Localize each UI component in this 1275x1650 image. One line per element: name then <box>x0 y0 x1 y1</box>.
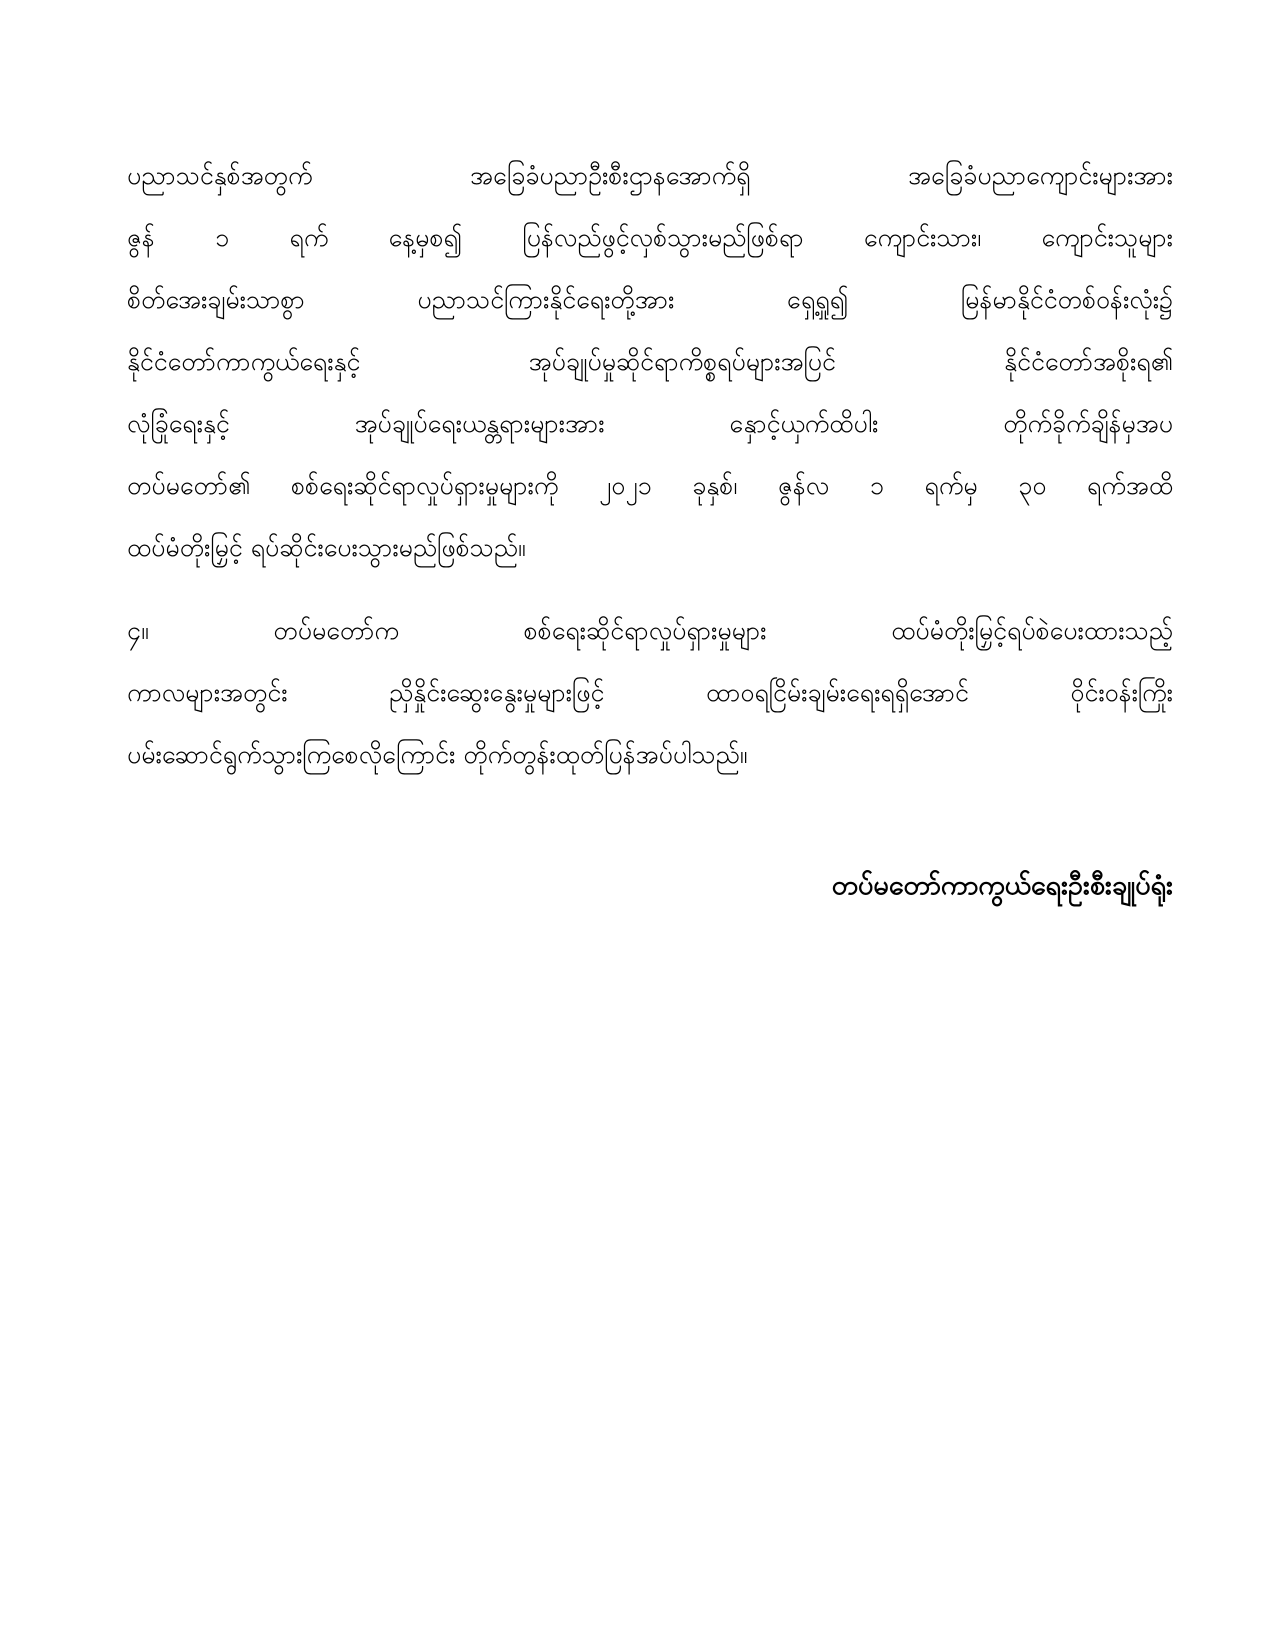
paragraph-2-line-3: ပမ်းဆောင်ရွက်သွားကြစေလိုကြောင်း တိုက်တွန်းထုတ်ပြန်အပ်ပါသည်။ <box>127 740 748 769</box>
paragraph-1-line-3: စိတ်အေးချမ်းသာစွာ ပညာသင်ကြားနိုင်ရေးတို့အား ရှေ့ရှု၍ မြန်မာနိုင်ငံတစ်ဝန်းလုံး၌ <box>127 285 1173 314</box>
paragraph-1 <box>127 145 1173 579</box>
paragraph-2-line-2: ကာလများအတွင်း ညှိနှိုင်းဆွေးနွေးမှုများဖြင့် ထာဝရငြိမ်းချမ်းရေးရရှိအောင် ဝိုင်းဝန်းကြိုး <box>127 678 1173 707</box>
paragraph-1-line-6: တပ်မတော်၏ စစ်ရေးဆိုင်ရာလှုပ်ရှားမှုများကို ၂၀၂၁ ခုနှစ်၊ ဇွန်လ ၁ ရက်မှ ၃၀ ရက်အထိ <box>127 471 1173 500</box>
paragraph-1-line-7: ထပ်မံတိုးမြှင့် ရပ်ဆိုင်းပေးသွားမည်ဖြစ်သည်။ <box>127 533 526 562</box>
paragraph-2-line-1: ၄။ တပ်မတော်က စစ်ရေးဆိုင်ရာလှုပ်ရှားမှုများ ထပ်မံတိုးမြှင့်ရပ်စဲပေးထားသည့် <box>127 616 1173 645</box>
paragraph-1-line-2: ဇွန် ၁ ရက် နေ့မှစ၍ ပြန်လည်ဖွင့်လှစ်သွားမည်ဖြစ်ရာ ကျောင်းသား၊ ကျောင်းသူများ <box>127 223 1173 252</box>
paragraph-1-line-4: နိုင်ငံတော်ကာကွယ်ရေးနှင့် အုပ်ချုပ်မှုဆိုင်ရာကိစ္စရပ်များအပြင် နိုင်ငံတော်အစိုးရ၏ <box>127 347 1173 376</box>
paragraph-1-line-1: ပညာသင်နှစ်အတွက် အခြေခံပညာဦးစီးဌာနအောက်ရှိ အခြေခံပညာကျောင်းများအား <box>127 161 1173 190</box>
signature-office-name: တပ်မတော်ကာကွယ်ရေးဦးစီးချုပ်ရုံး <box>831 870 1173 901</box>
paragraph-1-line-5: လုံခြုံရေးနှင့် အုပ်ချုပ်ရေးယန္တရားများအား နှောင့်ယှက်ထိပါး တိုက်ခိုက်ချိန်မှအပ <box>127 409 1173 438</box>
paragraph-2 <box>127 600 1173 786</box>
